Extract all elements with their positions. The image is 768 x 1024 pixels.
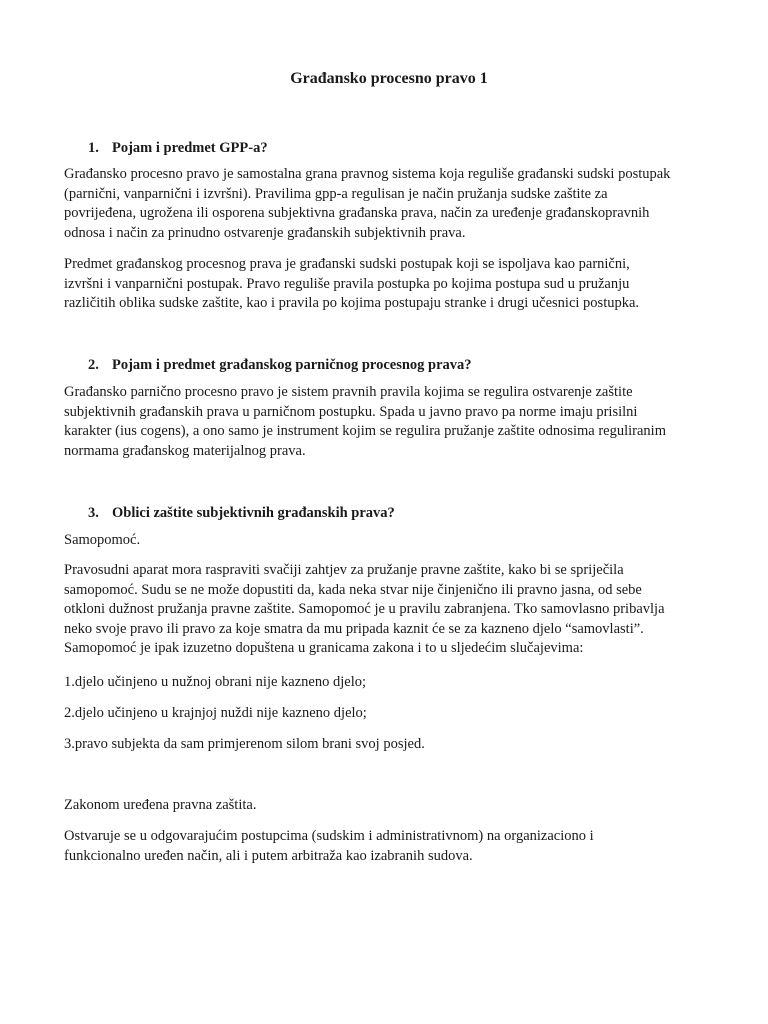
section-number: 3.	[88, 505, 99, 521]
list-item	[64, 673, 714, 693]
document-title: Građansko procesno pravo 1	[290, 70, 488, 87]
section-heading-text: Pojam i predmet GPP-a?	[112, 140, 268, 156]
section-number: 2.	[88, 357, 99, 373]
text-line: funkcionalno uređen način, ali i putem arbitraža kao izabranih sudova.	[64, 847, 473, 864]
paragraph	[64, 827, 714, 866]
text-line: odnosa i način za prinudno ostvarenje građanskih subjektivnih prava.	[64, 224, 466, 241]
text-line: 3.pravo subjekta da sam primjerenom silom brani svoj posjed.	[64, 736, 425, 752]
paragraph	[64, 383, 714, 461]
section-heading-3	[88, 505, 395, 522]
section-number: 1.	[88, 140, 99, 156]
text-line: Samopomoć je ipak izuzetno dopuštena u granicama zakona i to u sljedećim slučajevima:	[64, 640, 584, 656]
section-heading-text: Pojam i predmet građanskog parničnog procesnog prava?	[112, 357, 472, 373]
section-heading-1	[88, 140, 268, 157]
text-line: Predmet građanskog procesnog prava je građanski sudski postupak koji se ispoljava kao parnični,	[64, 256, 630, 272]
section-heading-2	[88, 357, 472, 374]
text-line: subjektivnih građanskih prava u parničnom postupku. Spada u javno pravo pa norme imaju prisilni	[64, 403, 638, 420]
text-line: samopomoć. Sudu se ne može dopustiti da, kada neka stvar nije činjenično ili pravno jasna, od sebe	[64, 581, 642, 598]
text-line: neko svoje pravo ili pravo za koje smatra da mu pripada kaznit će se za kazneno djelo “samovlasti”.	[64, 620, 644, 637]
text-line: Samopomoć.	[64, 532, 141, 548]
list-item	[64, 704, 714, 724]
text-line: različitih oblika sudske zaštite, kao i pravila po kojima postupaju stranke i drugi učesnici postupka.	[64, 295, 640, 311]
paragraph	[64, 165, 714, 243]
text-line: karakter (ius cogens), a ono samo je instrument kojim se regulira pružanje zaštite odnosima reguliranim	[64, 423, 666, 439]
text-line: izvršni i vanparnični postupak. Pravo reguliše pravila postupka po kojima postupa sud u pružanju	[64, 275, 630, 292]
text-line: Zakonom uređena pravna zaštita.	[64, 797, 257, 813]
paragraph	[64, 531, 714, 551]
paragraph	[64, 255, 714, 314]
text-line: 2.djelo učinjeno u krajnjoj nuždi nije kazneno djelo;	[64, 705, 367, 721]
text-line: normama građanskog materijalnog prava.	[64, 442, 306, 459]
paragraph	[64, 561, 714, 659]
text-line: (parnični, vanparnični i izvršni). Pravilima gpp-a regulisan je način pružanja sudske zaštite za	[64, 185, 608, 202]
paragraph	[64, 796, 714, 816]
section-heading-text: Oblici zaštite subjektivnih građanskih prava?	[112, 505, 395, 521]
text-line: 1.djelo učinjeno u nužnoj obrani nije kazneno djelo;	[64, 674, 367, 690]
text-line: otkloni dužnost pružanja pravne zaštite. Samopomoć je u pravilu zabranjena. Tko samovlasno pribavlja	[64, 601, 665, 617]
text-line: Građansko procesno pravo je samostalna grana pravnog sistema koja reguliše građanski sudski postupak	[64, 166, 671, 182]
text-line: Pravosudni aparat mora raspraviti svačiji zahtjev za pružanje pravne zaštite, kako bi se spriječila	[64, 562, 624, 578]
list-item	[64, 735, 714, 755]
text-line: Ostvaruje se u odgovarajućim postupcima (sudskim i administrativnom) na organizaciono i	[64, 828, 594, 844]
text-line: povrijeđena, ugrožena ili osporena subjektivna građanska prava, način za uređenje građanskopravnih	[64, 205, 650, 221]
text-line: Građansko parnično procesno pravo je sistem pravnih pravila kojima se regulira ostvarenje zaštite	[64, 384, 633, 400]
